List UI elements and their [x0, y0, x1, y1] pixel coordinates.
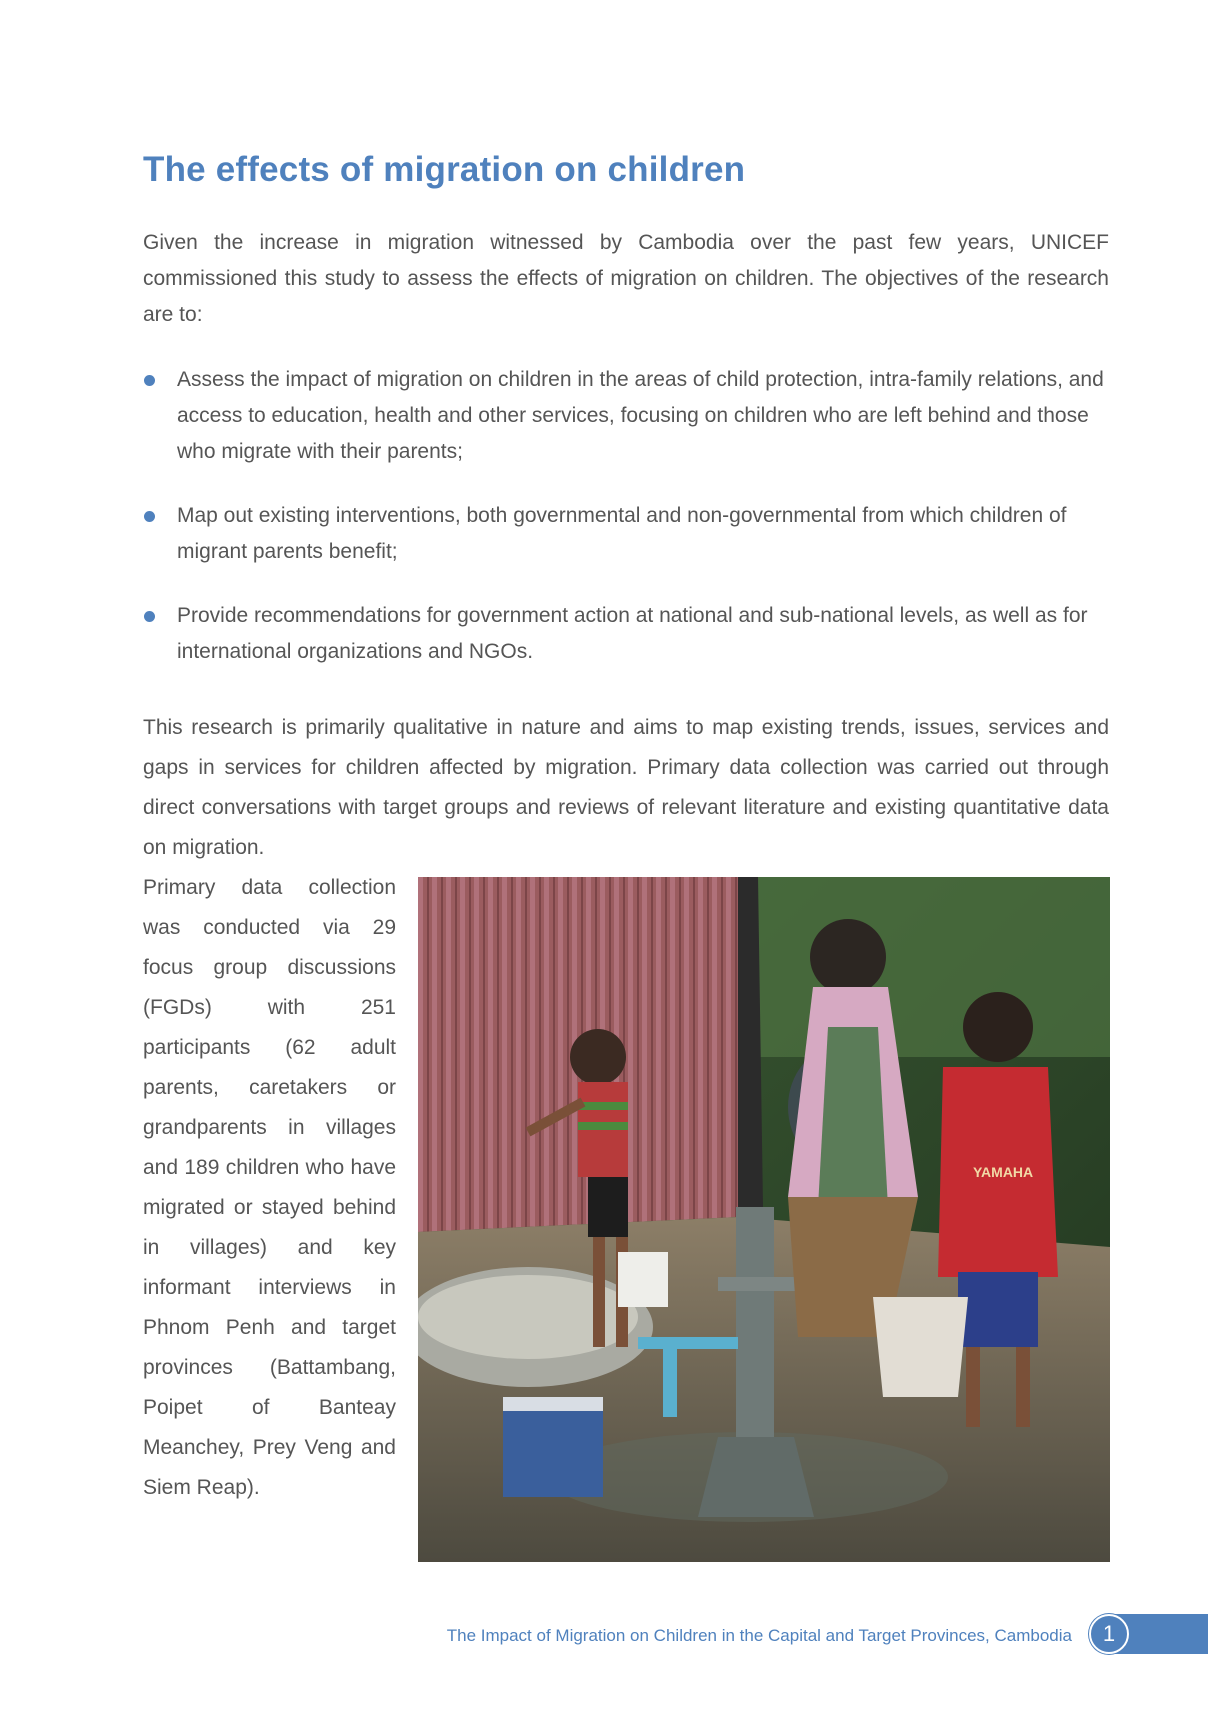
- objective-text: Map out existing interventions, both governmental and non-governmental from which children of migrant parents benefit;: [177, 504, 1067, 563]
- shirt-lettering: YAMAHA: [973, 1164, 1034, 1180]
- objective-item: [143, 362, 1109, 470]
- primary-data-paragraph: Primary data collection was conducted via 29 focus group discussions (FGDs) with 251 participants (62 adult parents, caretakers or grandparents in villages and 189 children who have migrated or stayed behind in villages) and key informant interviews in Phnom Penh and target provinces (Battambang, Poipet of Banteay Meanchey, Prey Veng and Siem Reap).: [143, 876, 396, 1499]
- bullet-dot-icon: [144, 511, 155, 522]
- footer-document-title: The Impact of Migration on Children in the Capital and Target Provinces, Cambodia: [446, 1626, 1072, 1645]
- page-number-badge: 1: [1089, 1614, 1129, 1654]
- research-paragraph: This research is primarily qualitative in nature and aims to map existing trends, issues, services and gaps in services for children affected by migration. Primary data collection was carried out through direct conversations with target groups and reviews of relevant literature and existing quantitative data on migration.: [143, 716, 1109, 859]
- objective-text: Assess the impact of migration on children in the areas of child protection, intra-family relations, and access to education, health and other services, focusing on children who are left behind and those who migrate with their parents;: [177, 368, 1104, 463]
- bullet-dot-icon: [144, 375, 155, 386]
- page-title: The effects of migration on children: [143, 150, 746, 189]
- photo-children-at-water-pump: [418, 877, 1110, 1562]
- objectives-list: [143, 362, 1109, 698]
- intro-paragraph: Given the increase in migration witnessed by Cambodia over the past few years, UNICEF commissioned this study to assess the effects of migration on children. The objectives of the research are to:: [143, 231, 1109, 326]
- objective-text: Provide recommendations for government action at national and sub-national levels, as well as for international organizations and NGOs.: [177, 604, 1088, 663]
- bullet-dot-icon: [144, 611, 155, 622]
- objective-item: [143, 498, 1109, 570]
- objective-item: [143, 598, 1109, 670]
